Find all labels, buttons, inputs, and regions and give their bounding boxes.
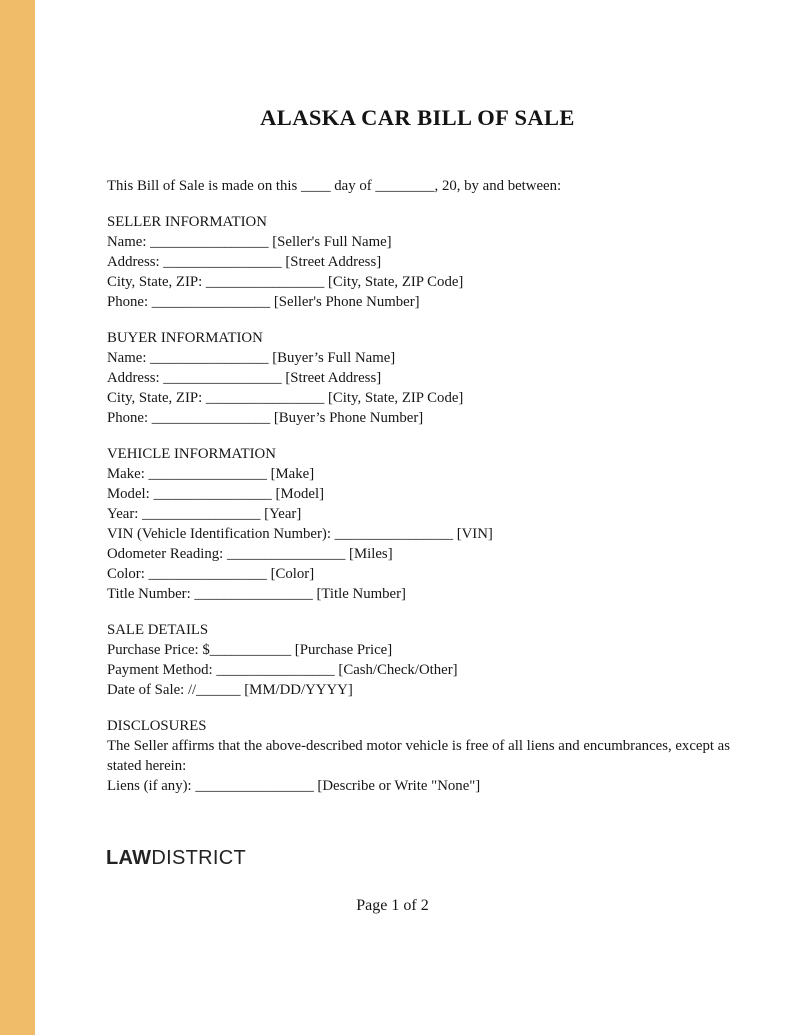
form-line: Title Number: ________________ [Title Number]: [107, 586, 406, 602]
section-vehicle-information: [107, 444, 733, 604]
section-heading-seller-information: SELLER INFORMATION: [107, 214, 267, 230]
form-line: Liens (if any): ________________ [Describe or Write "None"]: [107, 778, 481, 794]
left-accent-stripe: [0, 0, 35, 1035]
form-line: The Seller affirms that the above-described motor vehicle is free of all liens and encumbrances, except as stated herein:: [107, 738, 731, 774]
form-line: Phone: ________________ [Seller's Phone Number]: [107, 294, 420, 310]
form-line: Payment Method: ________________ [Cash/Check/Other]: [107, 662, 458, 678]
form-line: City, State, ZIP: ________________ [City, State, ZIP Code]: [107, 274, 464, 290]
form-line: Name: ________________ [Seller's Full Name]: [107, 234, 392, 250]
form-line: Date of Sale: //______ [MM/DD/YYYY]: [107, 682, 353, 698]
form-line: Odometer Reading: ________________ [Miles]: [107, 546, 393, 562]
section-heading-disclosures: DISCLOSURES: [107, 718, 207, 734]
document-title: ALASKA CAR BILL OF SALE: [260, 105, 575, 130]
section-seller-information: [107, 212, 733, 312]
form-line: Color: ________________ [Color]: [107, 566, 315, 582]
lawdistrict-logo: [106, 846, 246, 870]
section-heading-sale-details: SALE DETAILS: [107, 622, 209, 638]
form-line: Model: ________________ [Model]: [107, 486, 325, 502]
intro-paragraph: This Bill of Sale is made on this ____ day of ________, 20, by and between:: [107, 178, 562, 194]
logo-text-district: DISTRICT: [151, 847, 246, 869]
section-buyer-information: [107, 328, 733, 428]
logo-text-law: LAW: [106, 847, 152, 869]
form-line: Purchase Price: $___________ [Purchase Price]: [107, 642, 393, 658]
form-line: Address: ________________ [Street Address]: [107, 370, 382, 386]
section-heading-buyer-information: BUYER INFORMATION: [107, 330, 263, 346]
section-disclosures: [107, 716, 733, 796]
form-sections: [107, 212, 733, 796]
form-line: Make: ________________ [Make]: [107, 466, 315, 482]
form-line: Year: ________________ [Year]: [107, 506, 302, 522]
form-line: City, State, ZIP: ________________ [City, State, ZIP Code]: [107, 390, 464, 406]
form-line: Address: ________________ [Street Address]: [107, 254, 382, 270]
section-sale-details: [107, 620, 733, 700]
form-line: Name: ________________ [Buyer’s Full Name]: [107, 350, 396, 366]
form-line: VIN (Vehicle Identification Number): ________________ [VIN]: [107, 526, 493, 542]
form-line: Phone: ________________ [Buyer’s Phone Number]: [107, 410, 424, 426]
section-heading-vehicle-information: VEHICLE INFORMATION: [107, 446, 276, 462]
page-number: Page 1 of 2: [356, 897, 429, 914]
document-body: [107, 176, 733, 812]
